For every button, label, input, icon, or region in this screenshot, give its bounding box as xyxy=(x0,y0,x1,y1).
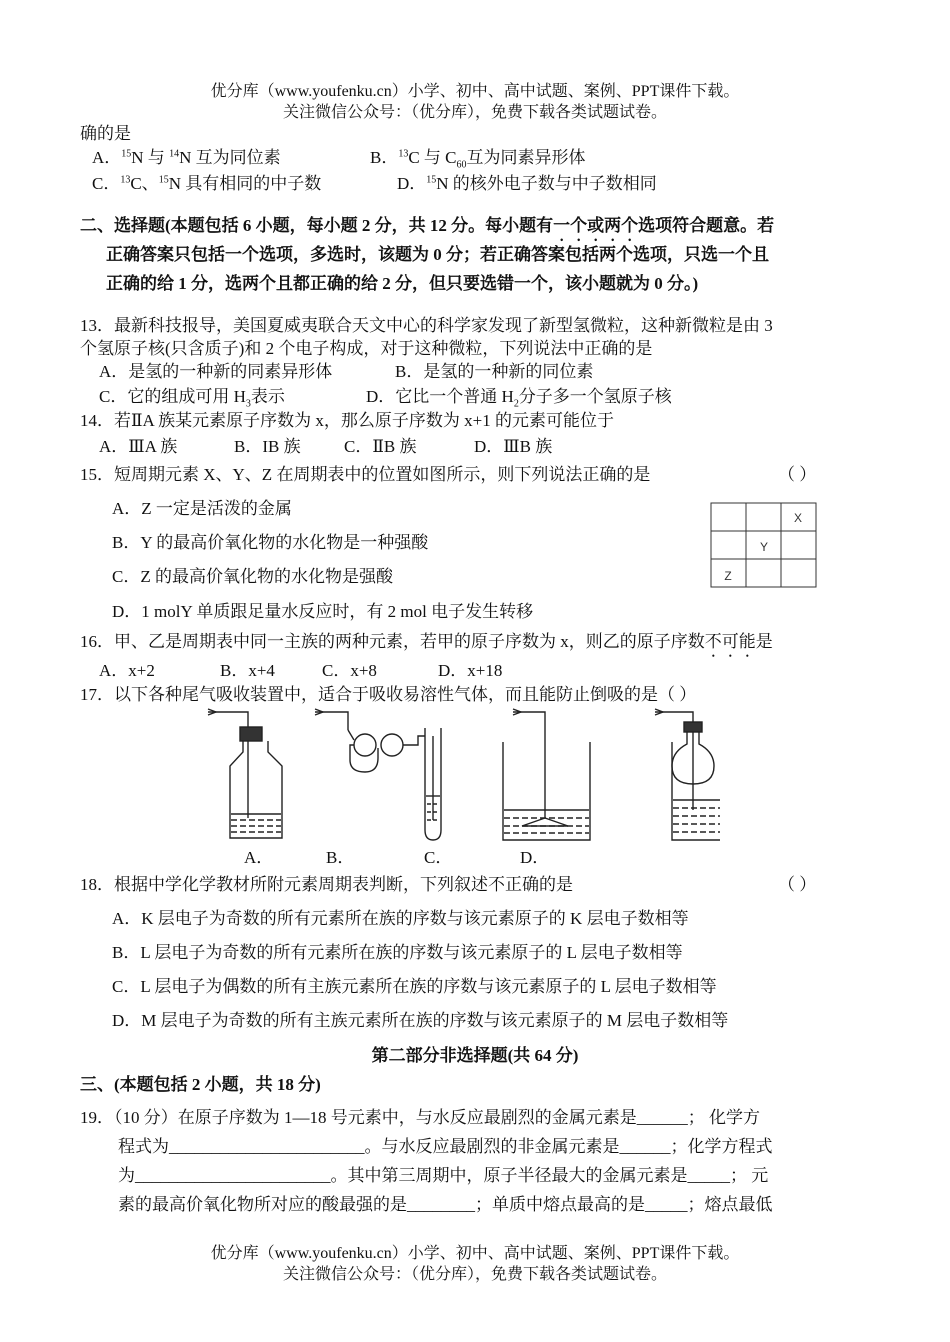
footer-line-1: 优分库（www.youfenku.cn）小学、初中、高中试题、案例、PPT课件下载。 xyxy=(210,1245,740,1262)
q18-option-d: D．M 层电子为奇数的所有主族元素所在族的序数与该元素原子的 M 层电子数相等 xyxy=(112,1011,729,1030)
apparatus-d-flask-beaker xyxy=(655,709,720,840)
q13-option-d: D．它比一个普通 $H_2$分子多一个氢原子核 xyxy=(366,387,672,410)
q13-stem-line-1: 13．最新科技报导，美国夏威夷联合天文中心的科学家发现了新型氢微粒，这种新微粒是由 3 xyxy=(80,316,773,335)
periodic-table-grid xyxy=(710,502,820,590)
header-line-2: 关注微信公众号：（优分库），免费下载各类试题试卷。 xyxy=(282,104,667,121)
q12-option-a: A．$^{15}$N 与 $^{14}$N 互为同位素 xyxy=(92,148,281,167)
q12-option-d: D．$^{15}$N 的核外电子数与中子数相同 xyxy=(397,174,657,193)
apparatus-b-bulb-tube xyxy=(315,709,441,840)
q17-stem: 17．以下各种尾气吸收装置中，适合于吸收易溶性气体，而且能防止倒吸的是（ ） xyxy=(80,685,697,704)
q15-answer-paren: （ ） xyxy=(778,465,817,484)
q17-label-d: D． xyxy=(520,848,550,867)
q18-option-a: A．K 层电子为奇数的所有元素所在族的序数与该元素原子的 K 层电子数相等 xyxy=(112,909,689,928)
q16-option-d: D．x+18 xyxy=(438,661,503,680)
q14-option-d: D．ⅢB 族 xyxy=(474,437,553,456)
q12-stem-tail: 确的是 xyxy=(80,124,131,143)
q13-option-c: C．它的组成可用 $H_3$表示 xyxy=(99,387,285,410)
q16-stem: 16．甲、乙是周期表中同一主族的两种元素，若甲的原子序数为 x，则乙的原子序数不可能是 xyxy=(80,632,773,651)
header-line-1: 优分库（www.youfenku.cn）小学、初中、高中试题、案例、PPT课件下载。 xyxy=(210,83,740,100)
grid-label-y: Y xyxy=(759,540,769,554)
q13-option-b: B．是氢的一种新的同位素 xyxy=(395,362,594,381)
gas-absorption-apparatus xyxy=(200,700,720,845)
q18-stem: 18．根据中学化学教材所附元素周期表判断，下列叙述不正确的是 xyxy=(80,875,573,894)
q14-option-a: A．ⅢA 族 xyxy=(99,437,178,456)
q15-option-d: D．1 molY 单质跟足量水反应时，有 2 mol 电子发生转移 xyxy=(112,602,534,621)
grid-label-x: X xyxy=(793,511,803,525)
section3-heading: 三、(本题包括 2 小题，共 18 分) xyxy=(80,1075,321,1094)
q18-option-b: B．L 层电子为奇数的所有元素所在族的序数与该元素原子的 L 层电子数相等 xyxy=(112,943,683,962)
q19-line-4: 素的最高价氧化物所对应的酸最强的是________；单质中熔点最高的是_____；熔点最低 xyxy=(118,1195,773,1214)
q15-option-b: B．Y 的最高价氧化物的水化物是一种强酸 xyxy=(112,533,429,552)
q15-option-c: C．Z 的最高价氧化物的水化物是强酸 xyxy=(112,567,393,586)
q15-option-a: A．Z 一定是活泼的金属 xyxy=(112,499,292,518)
q19-line-1: 19．（10 分）在原子序数为 1—18 号元素中，与水反应最剧烈的金属元素是______； 化学方 xyxy=(80,1108,760,1127)
q14-option-b: B．IB 族 xyxy=(234,437,301,456)
q17-label-b: B． xyxy=(326,848,355,867)
apparatus-c-funnel-beaker xyxy=(503,709,590,840)
q15-stem: 15．短周期元素 X、Y、Z 在周期表中的位置如图所示，则下列说法正确的是 xyxy=(80,465,651,484)
part2-title: 第二部分非选择题(共 64 分) xyxy=(371,1046,579,1065)
q18-option-c: C．L 层电子为偶数的所有主族元素所在族的序数与该元素原子的 L 层电子数相等 xyxy=(112,977,717,996)
q17-label-c: C． xyxy=(424,848,453,867)
footer-line-2: 关注微信公众号：（优分库），免费下载各类试题试卷。 xyxy=(282,1266,667,1283)
q13-option-a: A．是氢的一种新的同素异形体 xyxy=(99,362,333,381)
q17-label-a: A． xyxy=(244,848,274,867)
q16-option-a: A．x+2 xyxy=(99,661,155,680)
apparatus-a-bottle xyxy=(208,709,282,838)
q16-option-b: B．x+4 xyxy=(220,661,275,680)
q12-option-c: C．$^{13}$C、$^{15}$N 具有相同的中子数 xyxy=(92,174,322,193)
q18-answer-paren: （ ） xyxy=(778,875,817,894)
grid-label-z: Z xyxy=(724,569,732,583)
q19-line-2: 程式为_______________________。与水反应最剧烈的非金属元素是______；化学方程式 xyxy=(118,1137,773,1156)
q19-line-3: 为_______________________。其中第三周期中，原子半径最大的金属元素是_____； 元 xyxy=(118,1166,769,1185)
q12-option-b: B．$^{13}$C 与 $C_{60}$互为同素异形体 xyxy=(370,148,586,171)
section2-line-2: 正确答案只包括一个选项，多选时，该题为 0 分；若正确答案包括两个选项，只选一个且 xyxy=(106,245,769,264)
q14-option-c: C．ⅡB 族 xyxy=(344,437,417,456)
q16-option-c: C．x+8 xyxy=(322,661,377,680)
section2-line-1: 二、选择题(本题包括 6 小题，每小题 2 分，共 12 分。每小题有一个或两个选项符合题意。若 xyxy=(80,216,775,235)
section2-line-3: 正确的给 1 分，选两个且都正确的给 2 分，但只要选错一个，该小题就为 0 分。) xyxy=(106,274,699,293)
q14-stem: 14．若ⅡA 族某元素原子序数为 x，那么原子序数为 x+1 的元素可能位于 xyxy=(80,411,614,430)
q13-stem-line-2: 个氢原子核(只含质子)和 2 个电子构成，对于这种微粒，下列说法中正确的是 xyxy=(80,339,653,358)
